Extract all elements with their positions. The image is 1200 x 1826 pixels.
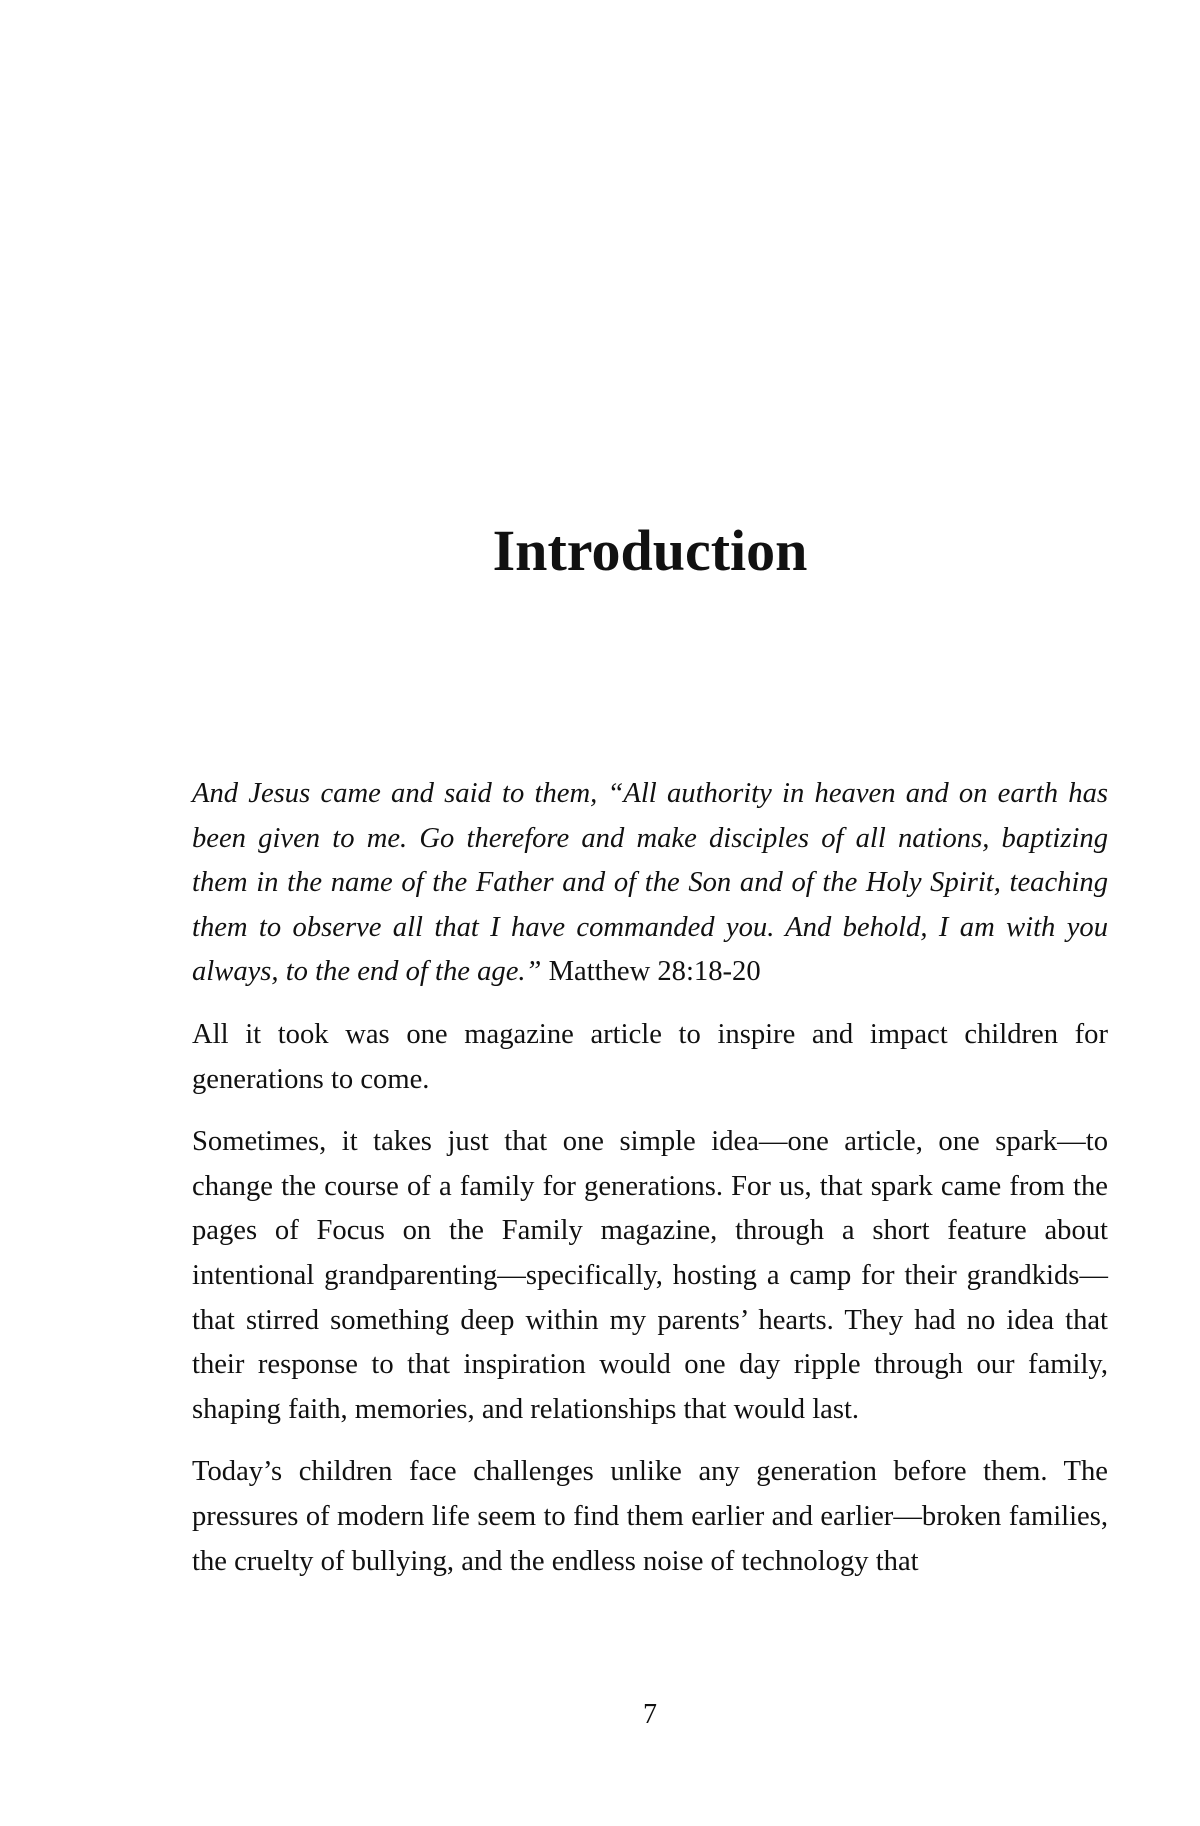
chapter-title: Introduction <box>492 518 808 583</box>
page-body <box>192 772 1108 1602</box>
epigraph <box>192 772 1108 995</box>
body-paragraph: All it took was one magazine article to inspire and impact children for generations to come. <box>192 1018 1108 1095</box>
epigraph-quote: And Jesus came and said to them, “All authority in heaven and on earth has been given to me. Go therefore and make disciples of all nations, baptizing them in the name of the Father and of the Son and of the Holy Spirit, teaching them to observe all that I have commanded you. And behold, I am with you always, to the end of the age.” <box>192 778 1108 988</box>
page-number: 7 <box>643 1699 657 1730</box>
body-paragraph: Sometimes, it takes just that one simple idea—one article, one spark—to change the course of a family for generations. For us, that spark came from the pages of Focus on the Family magazine, through a short feature about intentional grandparenting—specifically, hosting a camp for their grandkids—that stirred something deep within my parents’ hearts. They had no idea that their response to that inspiration would one day ripple through our family, shaping faith, memories, and relationships that would last. <box>192 1126 1108 1425</box>
body-paragraph: Today’s children face challenges unlike any generation before them. The pressures of modern life seem to find them earlier and earlier—broken families, the cruelty of bullying, and the endless noise of technology that <box>192 1456 1108 1577</box>
epigraph-reference: Matthew 28:18-20 <box>548 956 761 988</box>
